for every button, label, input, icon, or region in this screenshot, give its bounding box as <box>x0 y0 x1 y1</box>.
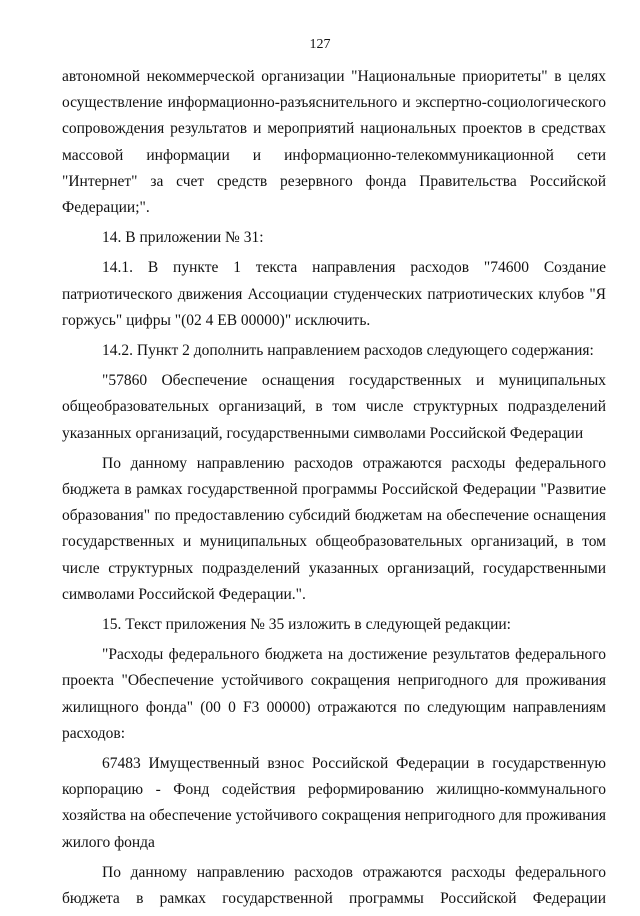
page-number: 127 <box>309 37 331 52</box>
paragraph-2: 14. В приложении № 31: <box>102 229 264 247</box>
paragraph-1: автономной некоммерческой организации "Национальные приоритеты" в целях осуществление информационно-разъяснительного и экспертно-социологического сопровождения результатов и мероприятий национальных проектов в средствах массовой информации и информационно-телекоммуникационной сети "Интернет" за счет средств резервного фонда Правительства Российской Федерации;". <box>62 68 606 217</box>
paragraph-3: 14.1. В пункте 1 текста направления расходов "74600 Создание патриотического движения Ассоциации студенческих патриотических клубов "Я горжусь" цифры "(02 4 ЕВ 00000)" исключить. <box>62 259 606 329</box>
document-body <box>62 64 606 916</box>
paragraph-9: 67483 Имущественный взнос Российской Федерации в государственную корпорацию - Фонд содействия реформированию жилищно-коммунального хозяйства на обеспечение устойчивого сокращения непригодного для проживания жилого фонда <box>62 755 606 851</box>
paragraph-5: "57860 Обеспечение оснащения государственных и муниципальных общеобразовательных организаций, в том числе структурных подразделений указанных организаций, государственными символами Российской Федерации <box>62 372 606 442</box>
paragraph-4: 14.2. Пункт 2 дополнить направлением расходов следующего содержания: <box>102 342 594 360</box>
paragraph-6: По данному направлению расходов отражаются расходы федерального бюджета в рамках государственной программы Российской Федерации "Развитие образования" по предоставлению субсидий бюджетам на обеспечение оснащения государственных и муниципальных общеобразовательных организаций, в том числе структурных подразделений указанных организаций, государственными символами Российской Федерации.". <box>62 454 606 603</box>
paragraph-8: "Расходы федерального бюджета на достижение результатов федерального проекта "Обеспечение устойчивого сокращения непригодного для проживания жилищного фонда" (00 0 F3 00000) отражаются по следующим направлениям расходов: <box>62 646 606 742</box>
paragraph-10: По данному направлению расходов отражаются расходы федерального бюджета в рамках государственной программы Российской Федерации <box>62 863 606 908</box>
paragraph-7: 15. Текст приложения № 35 изложить в следующей редакции: <box>102 616 511 634</box>
